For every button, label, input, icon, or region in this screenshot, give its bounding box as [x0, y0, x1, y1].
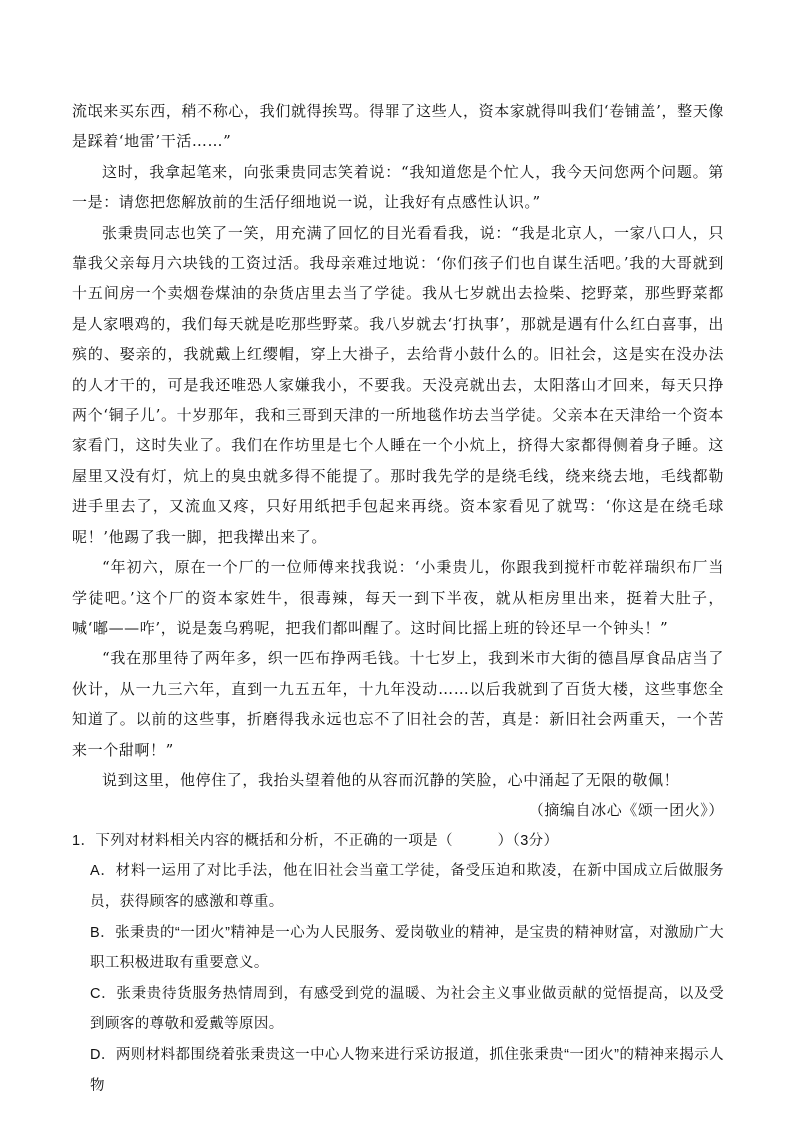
option-b: B．张秉贵的“一团火”精神是一心为人民服务、爱岗敬业的精神，是宝贵的精神财富，对激励广大职工积极进取有重要意义。 [90, 924, 724, 972]
passage-paragraph-1: 流氓来买东西，稍不称心，我们就得挨骂。得罪了这些人，资本家就得叫我们‘卷铺盖’，整天像是踩着‘地雷’干活……” [72, 102, 724, 151]
passage-source: （摘编自冰心《颂一团火》） [528, 801, 724, 820]
option-a: A．材料一运用了对比手法，他在旧社会当童工学徒，备受压迫和欺凌，在新中国成立后做服务员，获得顾客的感激和尊重。 [90, 863, 724, 910]
passage-paragraph-6: 说到这里，他停住了，我抬头望着他的从容而沉静的笑脸，心中涌起了无限的敬佩！ [102, 770, 680, 789]
passage-paragraph-4: “年初六，原在一个厂的一位师傅来找我说：‘小秉贵儿，你跟我到搅杆市乾祥瑞织布厂当学徒吧。’这个厂的资本家姓牛，很毒辣，每天一到下半夜，就从柜房里出来，挺着大肚子，喊‘嘟——咋’，说是轰乌鸦呢，把我们都叫醒了。这时间比摇上班的铃还早一个钟头！” [72, 558, 724, 637]
option-d: D．两则材料都围绕着张秉贵这一中心人物来进行采访报道，抓住张秉贵“一团火”的精神来揭示人物 [90, 1046, 724, 1094]
question-stem: 1．下列对材料相关内容的概括和分析，不正确的一项是（ ）（3分） [72, 832, 559, 849]
passage-paragraph-3: 张秉贵同志也笑了一笑，用充满了回忆的目光看看我，说：“我是北京人，一家八口人，只靠我父亲每月六块钱的工资过活。我母亲难过地说：‘你们孩子们也自谋生活吧。’我的大哥就到十五间房一个卖烟卷煤油的杂货店里去当了学徒。我从七岁就出去捡柴、挖野菜，那些野菜都是人家喂鸡的，我们每天就是吃那些野菜。我八岁就去‘打执事’，那就是遇有什么红白喜事，出殡的、娶亲的，我就戴上红缨帽，穿上大褂子，去给背小鼓什么的。旧社会，这是实在没办法的人才干的，可是我还唯恐人家嫌我小，不要我。天没亮就出去，太阳落山才回来，每天只挣两个‘铜子儿’。十岁那年，我和三哥到天津的一所地毯作坊去当学徒。父亲本在天津给一个资本家看门，这时失业了。我们在作坊里是七个人睡在一个小炕上，挤得大家都得侧着身子睡。这屋里又没有灯，炕上的臭虫就多得不能提了。那时我先学的是绕毛线，绕来绕去地，毛线都勒进手里去了，又流血又疼，只好用纸把手包起来再绕。资本家看见了就骂：‘你这是在绕毛球呢！’他踢了我一脚，把我撵出来了。 [72, 223, 724, 546]
document-page [72, 96, 724, 1101]
option-c: C．张秉贵待货服务热情周到，有感受到党的温暖、为社会主义事业做贡献的觉悟提高，以及受到顾客的尊敬和爱戴等原因。 [90, 985, 724, 1033]
passage-paragraph-5: “我在那里待了两年多，织一匹布挣两毛钱。十七岁上，我到米市大街的德昌厚食品店当了伙计，从一九三六年，直到一九五五年，十九年没动……以后我就到了百货大楼，这些事您全知道了。以前的这些事，折磨得我永远也忘不了旧社会的苦，真是：新旧社会两重天，一个苦来一个甜啊！” [72, 649, 724, 759]
passage-paragraph-2: 这时，我拿起笔来，向张秉贵同志笑着说：“我知道您是个忙人，我今天问您两个问题。第一是：请您把您解放前的生活仔细地说一说，让我好有点感性认识。” [72, 162, 724, 212]
